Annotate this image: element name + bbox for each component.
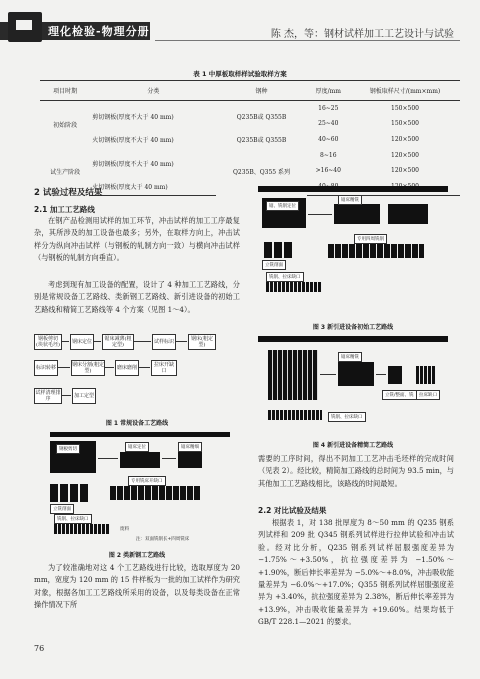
- steel-plate-strip: [50, 432, 230, 437]
- table-cell: 150×500: [391, 120, 419, 127]
- paragraph-4: 需要的工序时间，得出不同加工工艺冲击毛坯样的完成时间（见表 2）。经比较，精简加工路线的总时间为 93.5 min，与其他加工工艺路线相比，该路线的时间最短。: [258, 454, 454, 488]
- figure-4-caption: 图 4 新引进设备精简工艺路线: [312, 442, 394, 449]
- table1: [40, 80, 460, 196]
- step-label: 钢板剪切: [56, 444, 80, 454]
- plate-block: [334, 204, 380, 224]
- table-cell: 25~40: [318, 120, 339, 127]
- table-cell: 试生产阶段: [50, 169, 81, 177]
- flow-box: 标识转移: [34, 360, 58, 376]
- step-label: 铣削、拉床缺口: [266, 272, 304, 282]
- table-cell: 8~16: [320, 152, 337, 159]
- flow-box: 锯床减薄(粗定型): [102, 334, 134, 350]
- flow-arrow: [175, 341, 187, 342]
- paragraph-5: 根据表 1，对 138 批厚度为 8～50 mm 的 Q235 钢系列试样和 209 批 Q345 钢系列试样进行拉伸试验和冲击试验。经对比分析，Q235 钢系列试样屈服强度差异为 −1.75%～+3.50%，抗拉强度差异为 −1.50%～+1.90%，断后伸长率差异为 −5.0%～+8.0%，冲击吸收能量差异为 −6.0%～+17.0%；Q355 钢系列试样屈服强度差异为 +3.40%，抗拉强度差异为 2.38%，断后伸长率差异为 +13.9%，冲击吸收能量差异为 +19.60%。结果均低于 GB/T 228.1—2021 的要求。: [258, 518, 454, 627]
- flow-box: 钢床(粗定型): [188, 334, 216, 350]
- table-cell: >16~40: [315, 167, 341, 174]
- step-label: 铣削、拉床缺口: [328, 412, 366, 422]
- step-label: 锯床精铣: [338, 195, 362, 205]
- section-heading-2-1: 2.1 加工工艺路线: [34, 205, 95, 214]
- milled-bars: [328, 244, 424, 258]
- figure-note: 注：双面铣削长+四周铣床: [136, 537, 190, 542]
- figure-1-caption: 图 1 常规设备工艺路线: [105, 420, 169, 427]
- flow-arrow: [104, 367, 114, 368]
- bar-piece: [80, 484, 88, 502]
- page-number: 76: [34, 644, 45, 653]
- steel-plate-strip: [258, 336, 448, 342]
- plate-block: [178, 452, 202, 468]
- step-label: 锯床定位: [125, 442, 149, 452]
- table-cell: Q235B或 Q355B: [236, 113, 287, 121]
- flow-arrow: [98, 458, 118, 459]
- bar-piece: [264, 242, 272, 258]
- section-heading-2-2: 2.2 对比试验及结果: [258, 506, 327, 515]
- flow-arrow: [57, 367, 70, 368]
- figure-2-diagram: [50, 432, 230, 544]
- step-label: 铣削、拉床缺口: [54, 514, 92, 524]
- step-label: 立铣/整面、铣: [382, 390, 417, 400]
- table-cell: 火切钢板(厚度大于 40 mm): [90, 178, 216, 196]
- bar-piece: [284, 242, 292, 258]
- flow-arrow: [376, 374, 386, 375]
- notched-specimens: [266, 282, 322, 292]
- notched-specimens: [54, 524, 110, 534]
- table-cell: Q235B或 Q355B: [236, 137, 287, 144]
- flow-box: 拉床开缺口: [151, 360, 177, 376]
- notched-specimens: [268, 410, 322, 420]
- table-cell: 120×500: [391, 167, 419, 174]
- step-label: 立铣削面: [50, 504, 74, 514]
- flow-arrow: [133, 341, 151, 342]
- bar-piece: [274, 242, 282, 258]
- flow-box: 钢床定位: [70, 334, 94, 350]
- table-cell: 120×500: [391, 152, 419, 159]
- flow-box: 钢板剪切(块状毛坯): [34, 334, 62, 350]
- figure-3-caption: 图 3 新引进设备初始工艺路线: [312, 324, 394, 331]
- table-cell: 火切钢板(厚度不大于 40 mm): [92, 137, 174, 144]
- flow-box: 磨床磨削: [115, 360, 139, 376]
- table1-col-class: 分类: [90, 81, 216, 101]
- step-label: 锯床精铣: [338, 352, 362, 362]
- table-cell: 剪切钢板(厚度不大于 40 mm): [92, 113, 174, 121]
- step-label: 专用四周铣削: [354, 234, 387, 244]
- table1-caption: 表 1 中厚板取样样试验取样方案: [193, 70, 287, 78]
- header-rule: [155, 40, 460, 41]
- table-row: [40, 101, 460, 117]
- section-heading-2: 2 试验过程及结果: [34, 188, 103, 198]
- bar-piece: [60, 484, 68, 502]
- table-row: [40, 148, 460, 163]
- journal-logo-icon: [8, 12, 42, 42]
- paragraph-2: 考虑到现有加工设备的配置，设计了 4 种加工工艺路线，分别是常规设备工艺路线、类新钢工艺路线、新引进设备的初始工艺路线和精简工艺路线等 4 个方案（见图 1～4）。: [34, 280, 240, 314]
- step-label: 拉床缺口: [416, 390, 440, 400]
- table-cell: 120×500: [391, 136, 419, 143]
- figure-1-flowchart: [34, 334, 234, 414]
- table-cell: 40~60: [318, 136, 339, 143]
- flow-arrow: [162, 458, 176, 459]
- table-cell: 16~25: [318, 105, 339, 112]
- figure-4-diagram: [258, 336, 448, 432]
- plate-block: [120, 452, 160, 468]
- bar-piece: [388, 366, 402, 384]
- flow-arrow: [61, 341, 69, 342]
- figure-2-caption: 图 2 类新钢工艺路线: [108, 552, 166, 559]
- cut-plate: [268, 350, 318, 400]
- plate-block: [338, 362, 374, 386]
- step-label: 专用铣床开缺口: [128, 476, 166, 486]
- step-label: 锯床精细: [178, 442, 202, 452]
- table1-col-period: 项目时期: [40, 81, 90, 101]
- table-cell: Q235B、Q355 系列: [232, 169, 291, 177]
- page-header: [0, 0, 480, 48]
- flow-arrow: [61, 395, 71, 396]
- flow-arrow: [93, 341, 101, 342]
- table-cell: 初始阶段: [53, 122, 78, 129]
- flow-arrow: [320, 374, 336, 375]
- flow-box: 试样标识: [152, 334, 176, 350]
- table-cell: 剪切钢板(厚度不大于 40 mm): [92, 160, 174, 168]
- figure-3-diagram: [258, 186, 448, 308]
- bar-piece: [50, 484, 58, 502]
- scrap-label: 废料: [120, 527, 129, 532]
- step-label: 锯、铣削定位: [266, 201, 299, 211]
- bar-piece: [70, 484, 78, 502]
- running-title: 陈 杰，等：钢材试样加工工艺设计与试验: [270, 29, 454, 40]
- flow-box: 加工定型: [72, 388, 96, 404]
- plate-block: [388, 204, 428, 224]
- journal-logo-text: 理化检验-物理分册: [48, 25, 150, 38]
- table-row: [40, 131, 460, 148]
- flow-box: 试样清理排序: [35, 390, 61, 402]
- step-label: 立铣削面: [262, 260, 286, 270]
- steel-plate-strip: [258, 186, 448, 192]
- table1-col-thickness: 厚度/mm: [307, 81, 350, 101]
- table-cell: 150×500: [391, 105, 419, 112]
- flow-box: 钢床分割(粗定型): [72, 362, 104, 374]
- flow-arrow: [138, 367, 150, 368]
- paragraph-3: 为了较准确地对这 4 个工艺路线进行比较，选取厚度为 20 mm，宽度为 120 mm 的 15 件样板为一批的加工试样作为研究对象，根据各加工工艺路线所采用的设备，以及每类设备在正常操作情况下所: [34, 563, 240, 610]
- notched-specimens: [416, 366, 436, 384]
- table1-col-size: 钢板取样尺寸/(mm×mm): [350, 81, 460, 101]
- paragraph-1: 在钢产品检测用试样的加工环节，冲击试样的加工工序最复杂，其所涉及的加工设备也最多；另外，在取样方向上，冲击试样分为纵向冲击试样（与钢板的轧制方向一致）与横向冲击试样（与钢板的轧制方向垂直）。: [34, 216, 240, 263]
- table1-col-grade: 钢种: [216, 81, 306, 101]
- flow-arrow: [308, 214, 332, 215]
- milled-bars: [110, 486, 200, 500]
